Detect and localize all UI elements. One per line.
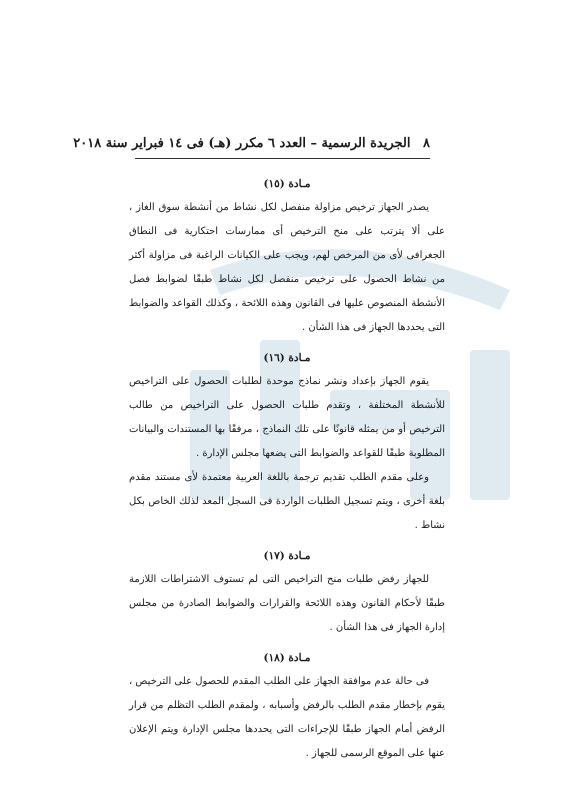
article-heading: مـادة (١٦) (263, 352, 311, 364)
article-heading: مـادة (١٧) (263, 550, 311, 562)
article-paragraph: يصدر الجهاز ترخيص مزاولة منفصل لكل نشاط من أنشطة سوق الغاز ، على ألا يترتب على منح الترخيص أى ممارسات احتكارية فى النطاق الجغرافى لأى من المرخص لهم، ويجب على الكيانات الراغبة فى مزاولة أكثر من نشاط الحصول على ترخيص منفصل لكل نشاط طبقًا لضوابط فصل الأنشطة المنصوص عليها فى القانون وهذه اللائحة ، وكذلك القواعد والضوابط التى يحددها الجهاز فى هذا الشأن . (129, 202, 445, 333)
article-heading: مـادة (١٥) (263, 178, 311, 190)
gazette-title: الجريدة الرسمية – العدد ٦ مكرر (هـ) فى ١٤ فبراير سنة ٢٠١٨ (73, 136, 411, 151)
article-paragraph: فى حالة عدم موافقة الجهاز على الطلب المقدم للحصول على الترخيص ، يقوم بإخطار مقدم الطلب بالرفض وأسبابه ، ولمقدم الطلب التظلم من قرار الرفض أمام الجهاز طبقًا للإجراءات التى يحددها مجلس الإدارة ويتم الإعلان عنها على الموقع الرسمى للجهاز . (129, 676, 445, 759)
article-heading: مـادة (١٨) (263, 652, 311, 664)
page-header (60, 136, 430, 151)
article-paragraph: يقوم الجهاز بإعداد ونشر نماذج موحدة لطلبات الحصول على التراخيص للأنشطة المختلفة ، وتقدم طلبات الحصول على التراخيص من طالب الترخيص أو من يمثله قانونًا على تلك النماذج ، مرفقًا بها المستندات والبيانات المطلوبة طبقًا للقواعد والضوابط التى يضعها مجلس الإدارة . (129, 376, 445, 459)
document-body (129, 172, 445, 766)
article-paragraph: وعلى مقدم الطلب تقديم ترجمة باللغة العربية معتمدة لأى مستند مقدم بلغة أخرى ، ويتم تسجيل الطلبات الواردة فى السجل المعد لذلك الخاص بكل نشاط . (129, 472, 445, 531)
header-divider (135, 158, 430, 159)
page-number: ٨ (423, 136, 430, 151)
article-paragraph: للجهاز رفض طلبات منح التراخيص التى لم تستوف الاشتراطات اللازمة طبقًا لأحكام القانون وهذه اللائحة والقرارات والضوابط الصادرة من مجلس إدارة الجهاز فى هذا الشأن . (129, 574, 445, 633)
